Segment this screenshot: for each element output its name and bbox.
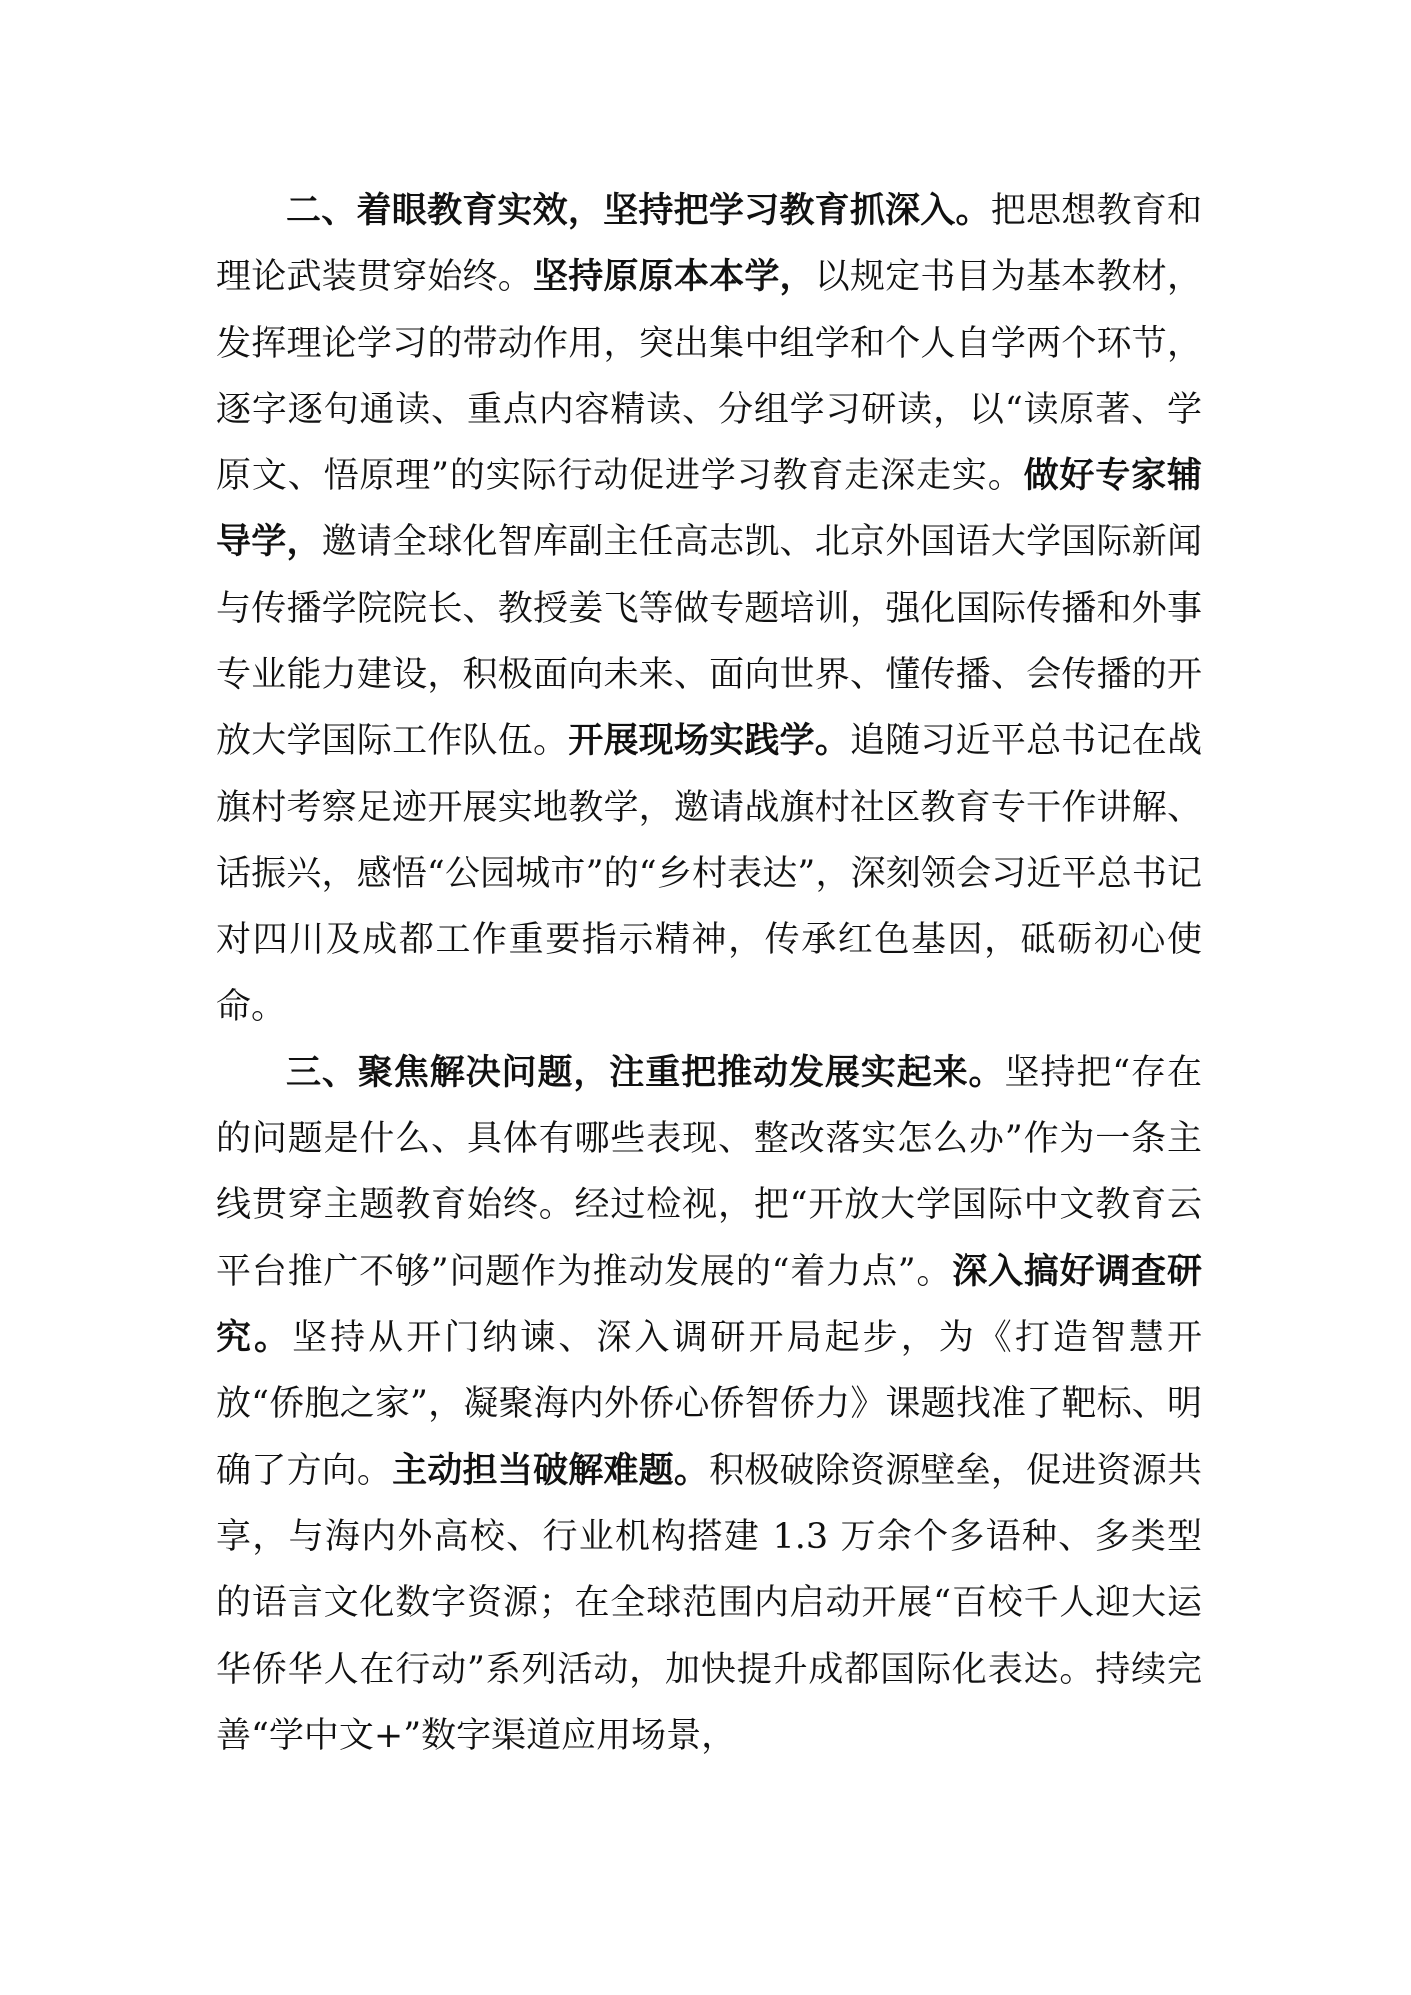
body-text: 邀请全球化智库副主任高志凯、北京外国语大学国际新闻与传播学院院长、教授姜飞等做专题培训，强化国际传播和外事专业能力建设，积极面向未来、面向世界、懂传播、会传播的开放大学国际工作队伍。 (216, 522, 1202, 762)
paragraph-problem-solving (216, 1040, 1202, 1769)
document-page (216, 178, 1202, 1769)
subheading-original-study: 坚持原原本本学， (533, 257, 815, 298)
heading-education-effectiveness: 二、着眼教育实效，坚持把学习教育抓深入。 (286, 191, 991, 231)
subheading-tackle-difficulties: 主动担当破解难题。 (392, 1450, 710, 1491)
subheading-expert-guidance: 做好专家辅导学， (216, 456, 1202, 563)
body-text: 坚持从开门纳谏、深入调研开局起步，为《打造智慧开放“侨胞之家”，凝聚海内外侨心侨智侨力》课题找准了靶标、明确了方向。 (216, 1318, 1202, 1491)
body-text: 积极破除资源壁垒，促进资源共享，与海内外高校、行业机构搭建 1.3 万余个多语种、多类型的语言文化数字资源；在全球范围内启动开展“百校千人迎大运 华侨华人在行动”系列活动，加快提升成都国际化表达。持续完善“学中文+”数字渠道应用场景， (216, 1450, 1202, 1756)
body-text: 把思想教育和理论武装贯穿始终。 (216, 191, 1202, 298)
body-text: 追随习近平总书记在战旗村考察足迹开展实地教学，邀请战旗村社区教育专干作讲解、话振兴，感悟“公园城市”的“乡村表达”，深刻领会习近平总书记对四川及成都工作重要指示精神，传承红色基因，砥砺初心使命。 (216, 721, 1202, 1027)
subheading-investigation: 深入搞好调查研究。 (216, 1251, 1202, 1359)
subheading-field-practice: 开展现场实践学。 (568, 721, 850, 762)
paragraph-education-effectiveness (216, 178, 1202, 1040)
heading-problem-solving: 三、聚焦解决问题，注重把推动发展实起来。 (286, 1052, 1005, 1093)
body-text: 以规定书目为基本教材，发挥理论学习的带动作用，突出集中组学和个人自学两个环节，逐字逐句通读、重点内容精读、分组学习研读，以“读原著、学原文、悟原理”的实际行动促进学习教育走深走实。 (216, 257, 1202, 497)
body-text: 坚持把“存在的问题是什么、具体有哪些表现、整改落实怎么办”作为一条主线贯穿主题教育始终。经过检视，把“开放大学国际中文教育云平台推广不够”问题作为推动发展的“着力点”。 (216, 1052, 1202, 1292)
